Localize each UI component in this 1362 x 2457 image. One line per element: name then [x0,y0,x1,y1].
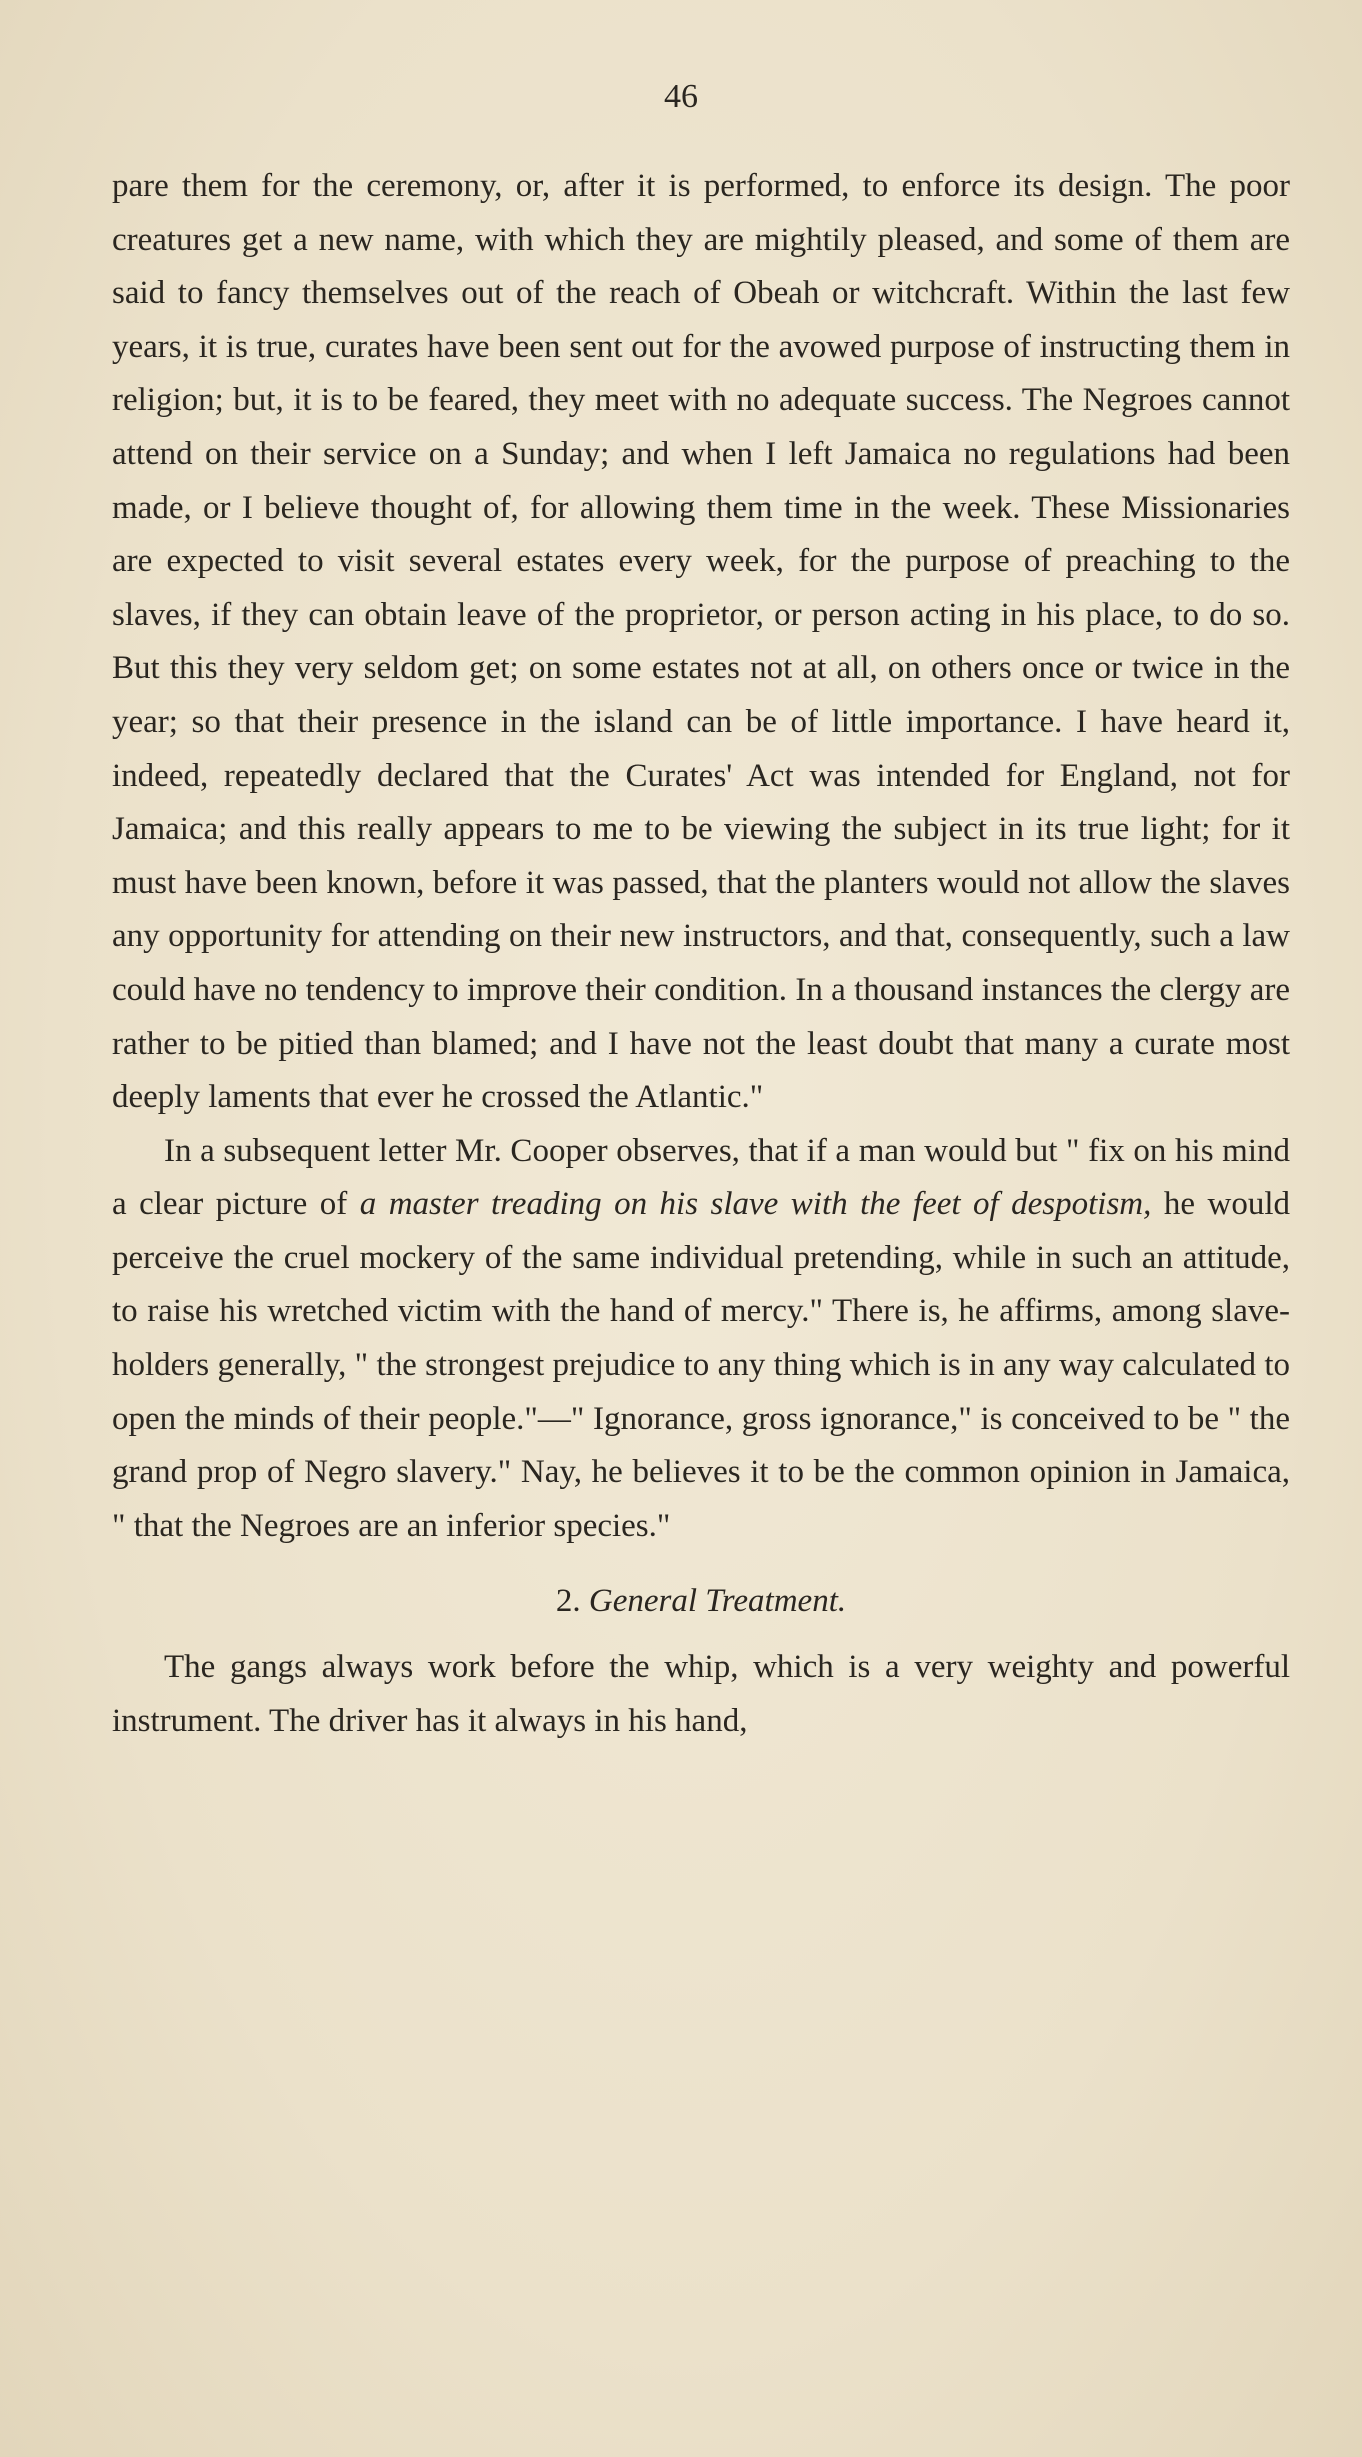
paragraph-general-treatment: The gangs always work before the whip, which is a very weighty and powerful instrument. The driver has it always in his hand, [112,1649,1290,1740]
paragraph-cooper-letter [112,1125,1290,1554]
paragraph-text-after-italic: he would perceive the cruel mockery of the same individual pretending, while in such an attitude, to raise his wretched victim with the hand of mercy." There is, he affirms, among slave-holders generally, " the strongest prejudice to any thing which is in any way calculated to open the minds of their people."—" Ignorance, gross ignorance," is conceived to be " the grand prop of Negro slavery." Nay, he believes it to be the common opinion in Jamaica, " that the Negroes are an inferior species." [112,1186,1290,1544]
page-number: 46 [664,78,698,115]
paragraph-text-before-italic: In a subsequent letter Mr. Cooper observes, that if a man would but " fix on his mind a clear picture of [112,1132,1290,1223]
section-heading [112,1571,1290,1631]
paragraph-continuation: pare them for the ceremony, or, after it is performed, to enforce its design. The poor creatures get a new name, with which they are mightily pleased, and some of them are said to fancy themselves out of the reach of Obeah or witchcraft. Within the last few years, it is true, curates have been sent out for the avowed purpose of instructing them in religion; but, it is to be feared, they meet with no adequate success. The Negroes cannot attend on their service on a Sunday; and when I left Jamaica no regulations had been made, or I believe thought of, for allowing them time in the week. These Missionaries are expected to visit several estates every week, for the purpose of preaching to the slaves, if they can obtain leave of the proprietor, or person acting in his place, to do so. But this they very seldom get; on some estates not at all, on others once or twice in the year; so that their presence in the island can be of little importance. I have heard it, indeed, repeatedly declared that the Curates' Act was intended for England, not for Jamaica; and this really appears to me to be viewing the subject in its true light; for it must have been known, before it was passed, that the planters would not allow the slaves any opportunity for attending on their new instructors, and that, consequently, such a law could have no tendency to improve their condition. In a thousand instances the clergy are rather to be pitied than blamed; and I have not the least doubt that many a curate most deeply laments that ever he crossed the Atlantic." [112,168,1290,1116]
page-body [112,160,1290,1749]
section-title: General Treatment. [588,1583,847,1620]
section-number: 2. [555,1583,581,1620]
italic-quote: a master treading on his slave with the feet of despotism, [359,1186,1152,1223]
